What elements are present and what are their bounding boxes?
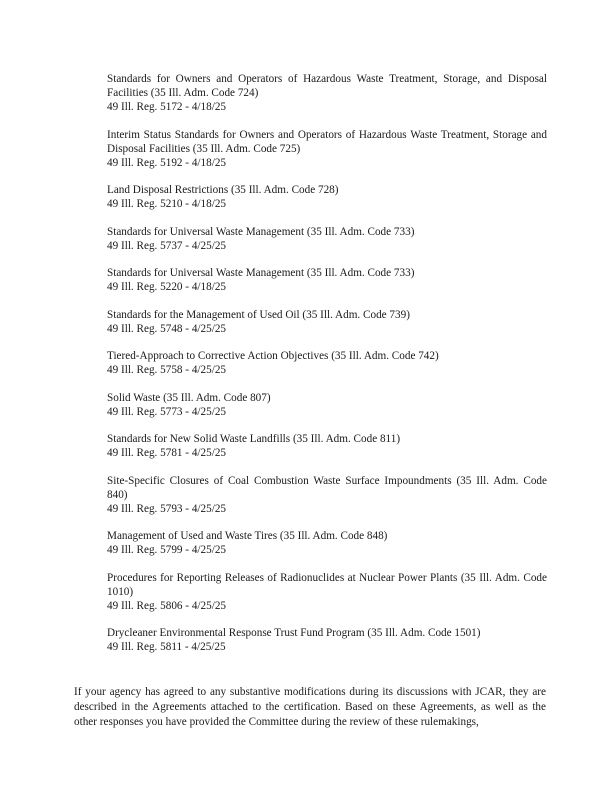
- register-citation: 49 Ill. Reg. 5781 - 4/25/25: [107, 447, 227, 459]
- rulemaking-entry: [107, 474, 547, 516]
- register-citation: 49 Ill. Reg. 5220 - 4/18/25: [107, 281, 227, 293]
- rule-title: Management of Used and Waste Tires (35 Ill. Adm. Code 848): [107, 530, 388, 542]
- register-citation: 49 Ill. Reg. 5806 - 4/25/25: [107, 599, 227, 612]
- rule-title: Standards for the Management of Used Oil (35 Ill. Adm. Code 739): [107, 308, 410, 321]
- rule-title: Land Disposal Restrictions (35 Ill. Adm. Code 728): [107, 184, 339, 196]
- rulemaking-entry: [107, 72, 547, 114]
- register-citation: 49 Ill. Reg. 5192 - 4/18/25: [107, 156, 227, 169]
- rulemaking-entry: [107, 529, 547, 557]
- rule-title: Drycleaner Environmental Response Trust Fund Program (35 Ill. Adm. Code 1501): [107, 627, 481, 639]
- register-citation: 49 Ill. Reg. 5210 - 4/18/25: [107, 198, 227, 210]
- rulemaking-entry: [107, 391, 547, 419]
- rulemaking-entry: [107, 349, 547, 377]
- rulemaking-entry: [107, 626, 547, 654]
- register-citation: 49 Ill. Reg. 5172 - 4/18/25: [107, 101, 227, 113]
- rule-title: Standards for Owners and Operators of Hazardous Waste Treatment, Storage, and Disposal Facilities (35 Ill. Adm. Code 724): [107, 73, 547, 99]
- closing-paragraph: If your agency has agreed to any substantive modifications during its discussions with JCAR, they are described in the Agreements attached to the certification. Based on these Agreements, as well as the other responses you have provided the Committee during the review of these rulemakings,: [74, 686, 546, 729]
- register-citation: 49 Ill. Reg. 5793 - 4/25/25: [107, 502, 227, 515]
- rulemaking-entry: [107, 183, 547, 211]
- register-citation: 49 Ill. Reg. 5737 - 4/25/25: [107, 239, 227, 252]
- rule-title: Standards for Universal Waste Management (35 Ill. Adm. Code 733): [107, 225, 415, 238]
- rulemaking-entry: [107, 432, 547, 460]
- rule-title: Solid Waste (35 Ill. Adm. Code 807): [107, 391, 271, 404]
- rulemaking-entry: [107, 225, 547, 253]
- rule-title: Procedures for Reporting Releases of Radionuclides at Nuclear Power Plants (35 Ill. Adm. Code 1010): [107, 571, 547, 598]
- register-citation: 49 Ill. Reg. 5773 - 4/25/25: [107, 405, 227, 418]
- register-citation: 49 Ill. Reg. 5748 - 4/25/25: [107, 322, 227, 335]
- rulemaking-entry: [107, 571, 547, 613]
- rule-title: Site-Specific Closures of Coal Combustion Waste Surface Impoundments (35 Ill. Adm. Code 840): [107, 474, 547, 501]
- rulemaking-entry: [107, 266, 547, 294]
- rulemaking-entry: [107, 308, 547, 336]
- rule-title: Standards for New Solid Waste Landfills (35 Ill. Adm. Code 811): [107, 433, 401, 445]
- rulemaking-list: [107, 72, 547, 668]
- rule-title: Standards for Universal Waste Management (35 Ill. Adm. Code 733): [107, 267, 415, 279]
- register-citation: 49 Ill. Reg. 5799 - 4/25/25: [107, 544, 227, 556]
- register-citation: 49 Ill. Reg. 5758 - 4/25/25: [107, 364, 227, 376]
- rulemaking-entry: [107, 128, 547, 170]
- rule-title: Tiered-Approach to Corrective Action Objectives (35 Ill. Adm. Code 742): [107, 350, 439, 362]
- register-citation: 49 Ill. Reg. 5811 - 4/25/25: [107, 641, 226, 653]
- rule-title: Interim Status Standards for Owners and Operators of Hazardous Waste Treatment, Storage and Disposal Facilities (35 Ill. Adm. Code 725): [107, 128, 547, 155]
